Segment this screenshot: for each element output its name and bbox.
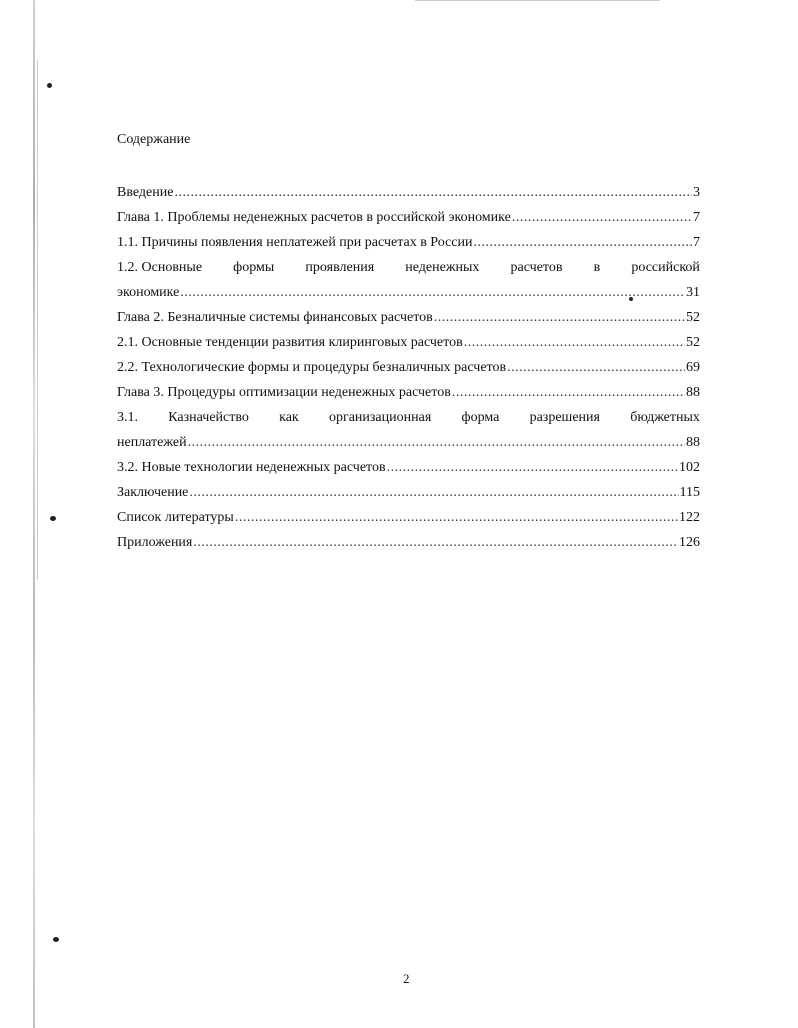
toc-word: организационная — [328, 410, 432, 425]
toc-entry-label: Введение — [117, 185, 174, 200]
toc-word: расчетов — [510, 260, 563, 275]
toc-word: Казначейство — [168, 410, 249, 425]
dot-leader — [193, 530, 678, 555]
toc-entry[interactable] — [117, 305, 700, 330]
toc-entry-page: 31 — [686, 285, 700, 300]
toc-entry-page: 52 — [686, 310, 700, 325]
toc-entry-label: 2.1. Основные тенденции развития клиринговых расчетов — [117, 335, 463, 350]
toc-entry[interactable] — [117, 480, 700, 505]
toc-entry-page: 115 — [679, 485, 700, 500]
toc-word: российской — [631, 260, 700, 275]
dot-leader — [434, 305, 685, 330]
scan-top-edge — [415, 0, 660, 1]
dot-leader — [512, 205, 692, 230]
toc-entry-page: 122 — [679, 510, 700, 525]
toc-entry-page: 88 — [686, 435, 700, 450]
toc-word: как — [279, 410, 299, 425]
dot-leader — [387, 455, 678, 480]
toc-entry-label: 1.1. Причины появления неплатежей при расчетах в России — [117, 235, 473, 250]
dot-leader — [174, 180, 692, 205]
dot-leader — [188, 430, 685, 455]
toc-entry-label: экономике — [117, 285, 180, 300]
toc-entry-label: Список литературы — [117, 510, 234, 525]
toc-entry-justified-line[interactable] — [117, 255, 700, 280]
page-title: Содержание — [117, 132, 191, 147]
toc-entry-page: 7 — [693, 235, 700, 250]
toc-entry-label: Глава 2. Безналичные системы финансовых расчетов — [117, 310, 433, 325]
toc-entry-label: 3.2. Новые технологии неденежных расчетов — [117, 460, 386, 475]
dot-leader — [474, 230, 692, 255]
page-number: 2 — [403, 971, 410, 986]
toc-entry[interactable] — [117, 355, 700, 380]
toc-entry-page: 52 — [686, 335, 700, 350]
scan-edge-inner — [37, 60, 38, 580]
toc-word: проявления — [305, 260, 375, 275]
toc-entry-continuation[interactable] — [117, 280, 700, 305]
toc-entry-page: 7 — [693, 210, 700, 225]
dot-leader — [235, 505, 678, 530]
dot-leader — [189, 480, 678, 505]
toc-entry-page: 3 — [693, 185, 700, 200]
toc-entry-label: неплатежей — [117, 435, 187, 450]
dot-leader — [464, 330, 685, 355]
toc-entry-label: Заключение — [117, 485, 189, 500]
toc-entry-page: 126 — [679, 535, 700, 550]
toc-entry[interactable] — [117, 205, 700, 230]
toc-word: неденежных — [405, 260, 480, 275]
toc-entry-page: 88 — [686, 385, 700, 400]
toc-entry-page: 102 — [679, 460, 700, 475]
scan-speck — [53, 937, 59, 942]
toc-word: в — [593, 260, 601, 275]
table-of-contents — [117, 180, 700, 555]
toc-entry-justified-line[interactable] — [117, 405, 700, 430]
toc-word: формы — [233, 260, 275, 275]
toc-word: 3.1. — [117, 410, 138, 425]
dot-leader — [180, 280, 685, 305]
toc-entry-page: 69 — [686, 360, 700, 375]
toc-entry-label: Глава 3. Процедуры оптимизации неденежных расчетов — [117, 385, 451, 400]
toc-word: бюджетных — [630, 410, 700, 425]
toc-entry[interactable] — [117, 180, 700, 205]
toc-entry[interactable] — [117, 530, 700, 555]
scan-speck — [47, 83, 52, 88]
toc-entry[interactable] — [117, 330, 700, 355]
toc-entry-label: Приложения — [117, 535, 193, 550]
toc-entry[interactable] — [117, 230, 700, 255]
toc-entry-continuation[interactable] — [117, 430, 700, 455]
scan-speck — [50, 516, 56, 521]
toc-entry[interactable] — [117, 380, 700, 405]
toc-entry[interactable] — [117, 455, 700, 480]
toc-word: форма — [461, 410, 500, 425]
toc-entry-label: 2.2. Технологические формы и процедуры безналичных расчетов — [117, 360, 507, 375]
dot-leader — [452, 380, 685, 405]
dot-leader — [507, 355, 685, 380]
toc-entry-label: Глава 1. Проблемы неденежных расчетов в российской экономике — [117, 210, 511, 225]
toc-entry[interactable] — [117, 505, 700, 530]
toc-word: 1.2. Основные — [117, 260, 203, 275]
scan-edge — [33, 0, 35, 1028]
toc-word: разрешения — [529, 410, 600, 425]
